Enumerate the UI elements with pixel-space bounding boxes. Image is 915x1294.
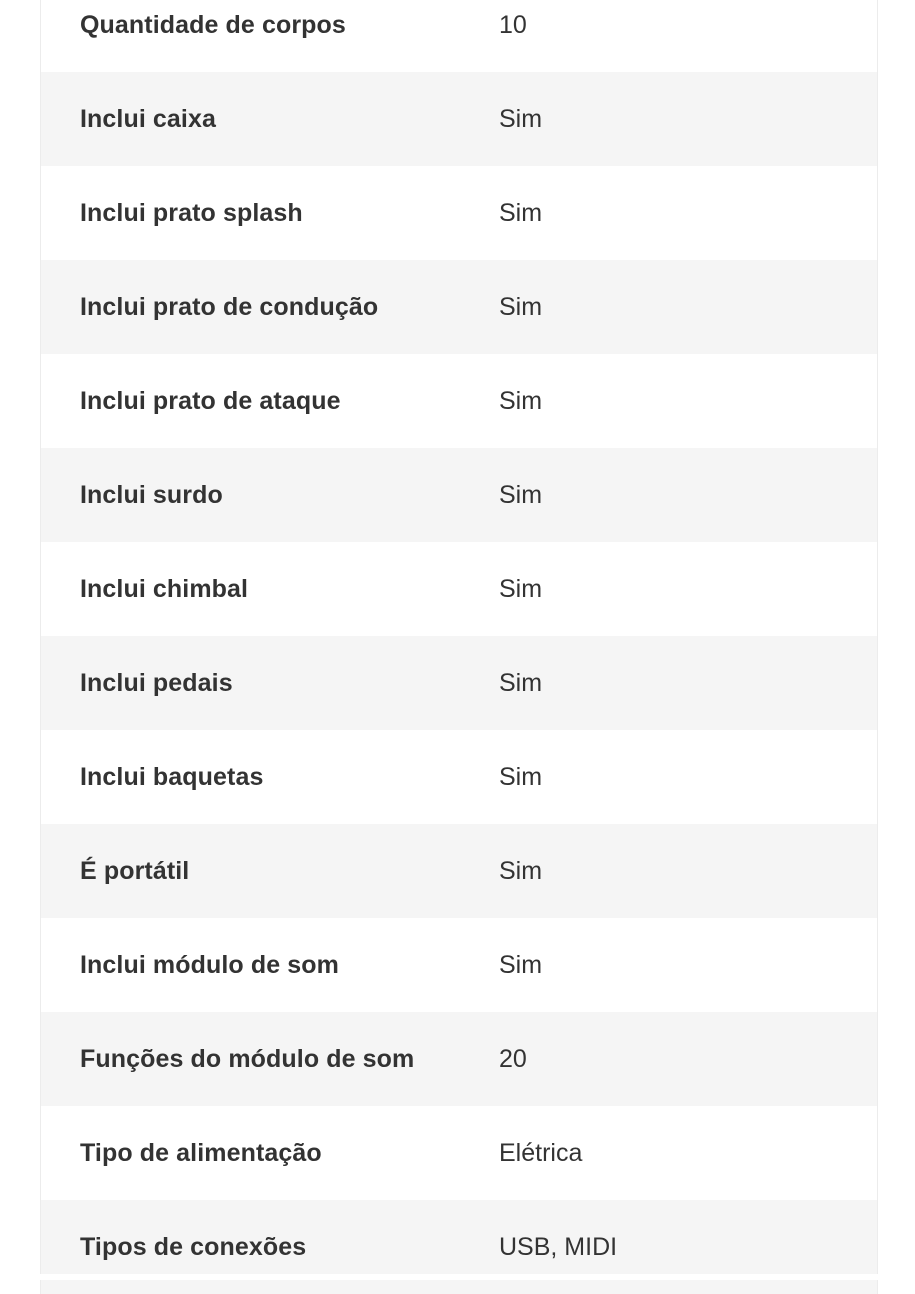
spec-label: Quantidade de corpos (80, 10, 346, 39)
spec-label: Inclui surdo (80, 480, 223, 509)
spec-value: Sim (499, 668, 543, 697)
table-row (41, 72, 877, 166)
table-row (41, 730, 877, 824)
table-row (41, 636, 877, 730)
spec-label: É portátil (80, 856, 190, 885)
spec-label: Inclui pedais (80, 668, 233, 697)
spec-value: USB, MIDI (499, 1232, 618, 1261)
table-row (41, 542, 877, 636)
spec-label: Inclui prato splash (80, 198, 303, 227)
page-bottom-edge (0, 1274, 915, 1280)
spec-label: Tipos de conexões (80, 1232, 307, 1261)
spec-value: Sim (499, 104, 543, 133)
table-row (41, 1012, 877, 1106)
table-row (41, 824, 877, 918)
spec-label: Inclui módulo de som (80, 950, 339, 979)
spec-value: Sim (499, 480, 543, 509)
table-row (41, 0, 877, 72)
spec-value: Sim (499, 856, 543, 885)
spec-value: Sim (499, 762, 543, 791)
spec-value: Sim (499, 950, 543, 979)
spec-value: Sim (499, 574, 543, 603)
spec-value: 20 (499, 1044, 527, 1073)
spec-label: Inclui prato de ataque (80, 386, 341, 415)
spec-value: Sim (499, 386, 543, 415)
spec-label: Inclui baquetas (80, 762, 264, 791)
table-row (41, 1106, 877, 1200)
spec-label: Tipo de alimentação (80, 1138, 322, 1167)
table-row (41, 260, 877, 354)
table-row (41, 166, 877, 260)
spec-label: Inclui prato de condução (80, 292, 379, 321)
spec-label: Inclui chimbal (80, 574, 249, 603)
table-row (41, 354, 877, 448)
specifications-table (40, 0, 878, 1294)
spec-value: Elétrica (499, 1138, 583, 1167)
table-row (41, 918, 877, 1012)
spec-label: Funções do módulo de som (80, 1044, 415, 1073)
spec-value: 10 (499, 10, 527, 39)
spec-label: Inclui caixa (80, 104, 216, 133)
spec-value: Sim (499, 292, 543, 321)
table-row (41, 448, 877, 542)
spec-value: Sim (499, 198, 543, 227)
